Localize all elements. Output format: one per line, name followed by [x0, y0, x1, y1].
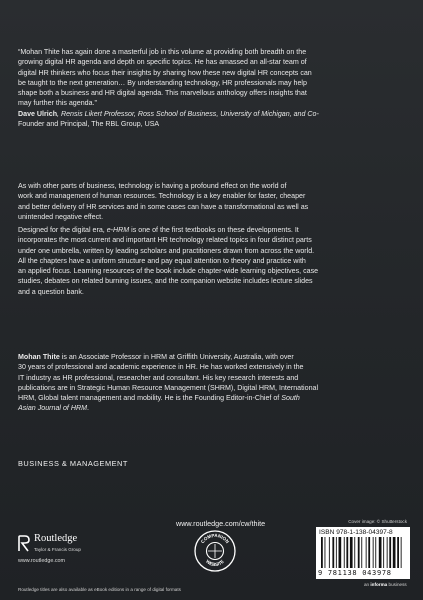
paragraph-line: incorporates the most current and important HR technology related topics in four distinct parts: [18, 236, 312, 245]
publisher-logo: [18, 532, 98, 572]
publisher-name: Routledge: [34, 533, 78, 544]
barcode-bar: [373, 537, 374, 568]
journal-name: Asian Journal of HRM: [18, 404, 87, 413]
text-span: is one of the first textbooks on these developments. It: [129, 226, 299, 234]
isbn-barcode-box: [316, 527, 410, 579]
paragraph-line: [18, 352, 408, 362]
barcode-bar: [321, 537, 323, 568]
barcode-bar: [336, 537, 337, 568]
paragraph-line: under one umbrella, written by leading scholars and practitioners drawn from across the world.: [18, 246, 315, 255]
book-description-paragraph: [18, 225, 408, 297]
barcode-bar: [375, 537, 376, 568]
barcode-bar: [350, 537, 353, 568]
quote-line: growing digital HR agenda and depth on specific topics. He has amassed an all-star team of: [18, 58, 307, 67]
quote-author-role-cont: Founder and Principal, The RBL Group, USA: [18, 120, 160, 129]
author-bio-paragraph: [18, 352, 408, 414]
intro-paragraph: [18, 181, 408, 222]
quote-line: digital HR thinkers who focus their insights by sharing how these new digital HR concepts can: [18, 68, 312, 77]
companion-website-url[interactable]: www.routledge.com/cw/thite: [176, 519, 266, 528]
informa-note: [364, 582, 407, 587]
barcode-digits: 9 781138 043978: [318, 569, 392, 577]
badge-text-bottom: WEBSITE: [204, 558, 225, 568]
barcode-bar: [397, 537, 399, 568]
barcode-bar: [339, 537, 342, 568]
paragraph-line: an applied focus. Learning resources of the book include chapter-wide learning objectives, case: [18, 267, 319, 276]
ebook-availability-note: Routledge titles are also available as eBook editions in a range of digital formats: [18, 587, 181, 592]
barcode-bar: [387, 537, 388, 568]
companion-website-badge-icon: [194, 530, 236, 572]
barcode-bar: [379, 537, 382, 568]
quote-author-role: , Rensis Likert Professor, Ross School of Business, University of Michigan, and Co-: [57, 109, 319, 118]
paragraph-line: work and management of human resources. Technology is a key enabler for faster, cheaper: [18, 192, 306, 201]
paragraph-line: [18, 403, 408, 413]
barcode-bar: [329, 537, 330, 568]
barcode-bar: [383, 537, 384, 568]
paragraph-line: IT industry as HR professional, researcher and consultant. His key research interests and: [18, 373, 299, 382]
journal-name: South: [281, 394, 300, 403]
quote-attribution: [18, 109, 408, 119]
endorsement-quote: [18, 47, 408, 129]
book-title-inline: e-HRM: [106, 226, 130, 234]
routledge-mark-icon: [18, 535, 30, 552]
text-span: business: [387, 582, 407, 587]
paragraph-line: As with other parts of business, technology is having a profound effect on the world of: [18, 182, 287, 190]
barcode-bar: [361, 537, 362, 568]
subject-category: BUSINESS & MANAGEMENT: [18, 459, 128, 468]
paragraph-line: [18, 393, 408, 403]
barcode-bar: [344, 537, 345, 568]
text-span: an: [364, 582, 371, 587]
paragraph-line: publications are in Strategic Human Resource Management (SHRM), Digital HRM, International: [18, 383, 319, 392]
paragraph-line: and better delivery of HR services and in some cases can have a transformational as well as: [18, 202, 309, 211]
paragraph-line: unintended negative effect.: [18, 212, 104, 221]
publisher-url[interactable]: www.routledge.com: [18, 558, 66, 564]
quote-line: be taught to the next generation… By understanding technology, HR professionals may help: [18, 78, 307, 87]
barcode-bar: [325, 537, 326, 568]
paragraph-line: [18, 225, 408, 235]
barcode-bar: [368, 537, 370, 568]
publisher-group: Taylor & Francis Group: [34, 547, 81, 552]
text-span: HRM, Global talent management and mobility. He is the Founding Editor-in-Chief of: [18, 394, 282, 403]
barcode-icon: [319, 537, 407, 570]
author-name: Mohan Thite: [18, 353, 60, 361]
text-span: .: [87, 404, 89, 413]
barcode-bar: [389, 537, 391, 568]
barcode-bar: [358, 537, 360, 568]
barcode-bar: [346, 537, 348, 568]
badge-text-top: COMPANION: [199, 532, 231, 545]
paragraph-line: and a question bank.: [18, 287, 84, 296]
text-span: is an Associate Professor in HRM at Griffith University, Australia, with over: [59, 353, 294, 361]
cover-image-credit: Cover image: © Shutterstock: [348, 519, 407, 524]
barcode-bar: [332, 537, 334, 568]
paragraph-line: studies, debates on related burning issues, and the companion website includes lecture slides: [18, 277, 313, 286]
isbn-label: ISBN 978-1-138-04397-8: [319, 529, 393, 536]
barcode-bar: [401, 537, 402, 568]
quote-line: shape both a business and HR digital agenda. This marvellous anthology offers insights that: [18, 89, 307, 98]
paragraph-line: All the chapters have a uniform structure and pay equal attention to theory and practice with: [18, 256, 306, 265]
quote-line: may further this agenda.”: [18, 99, 97, 108]
quote-author: Dave Ulrich: [18, 109, 58, 118]
barcode-bar: [393, 537, 396, 568]
barcode-bar: [354, 537, 355, 568]
informa-brand: informa: [370, 582, 388, 587]
text-span: Designed for the digital era,: [18, 226, 107, 234]
quote-line: “Mohan Thite has again done a masterful job in this volume at providing both breadth on the: [18, 48, 307, 56]
barcode-bar: [366, 537, 367, 568]
paragraph-line: 30 years of professional and academic experience in HR. He has worked extensively in the: [18, 363, 304, 372]
